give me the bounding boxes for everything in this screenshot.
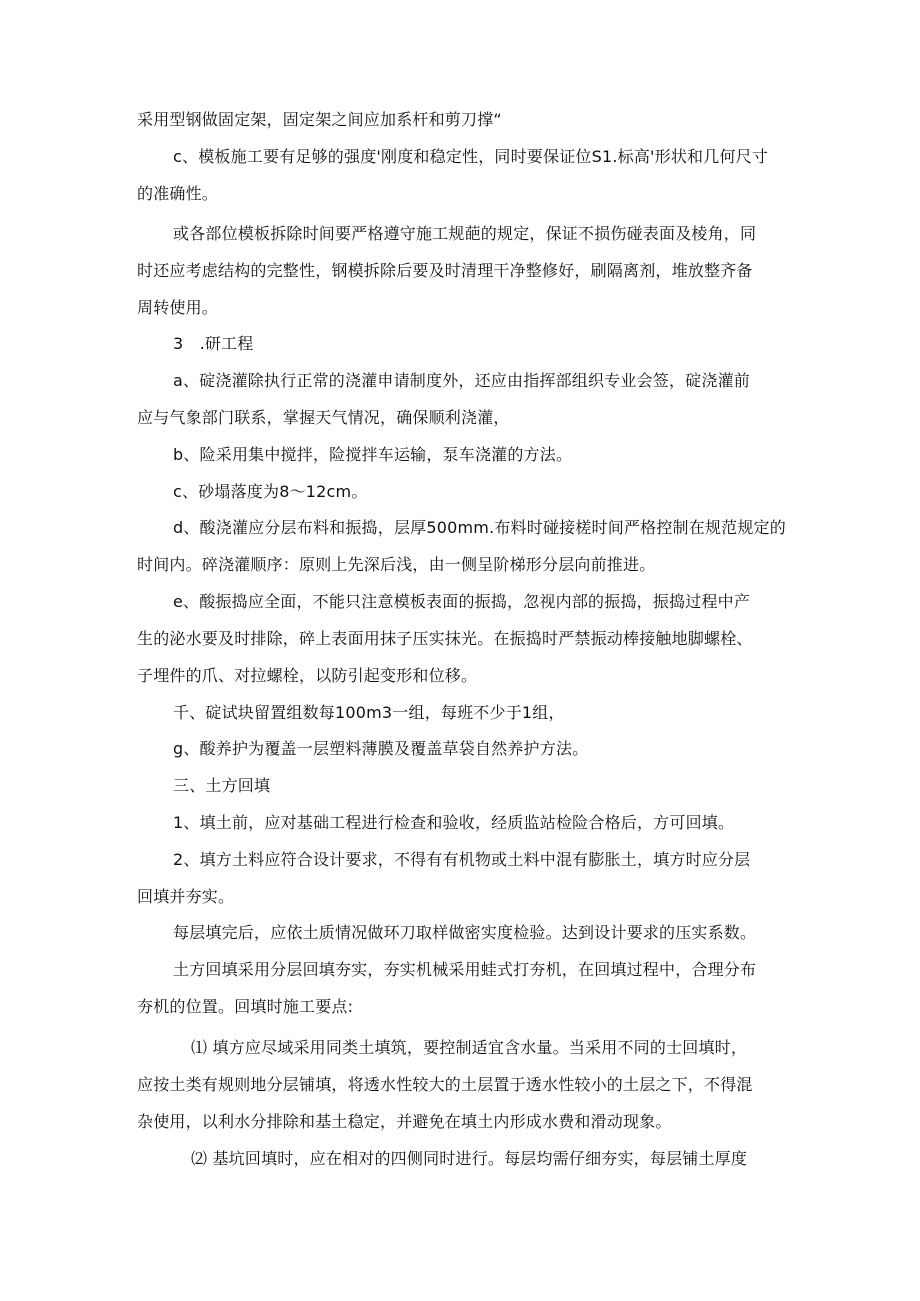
- text-line: 1、填土前，应对基础工程进行检查和验收，经质监站检险合格后，方可回填。: [173, 813, 735, 832]
- text-line: 应按土类有规则地分层铺填，将透水性较大的土层置于透水性较小的土层之下，不得混: [137, 1075, 753, 1094]
- text-line: ⑵ 基坑回填时，应在相对的四侧同时进行。每层均需仔细夯实，每层铺土厚度: [191, 1149, 748, 1168]
- section-heading: 三、土方回填: [173, 776, 271, 795]
- text-line: 回填并夯实。: [137, 887, 235, 906]
- text-line: e、酸振捣应全面，不能只注意模板表面的振捣，忽视内部的振捣，振捣过程中产: [173, 592, 751, 611]
- text-line: 周转使用。: [137, 298, 219, 317]
- text-line: 时间内。碎浇灌顺序：原则上先深后浅，由一侧呈阶梯形分层向前推进。: [137, 555, 656, 574]
- text-line: c、模板施工要有足够的强度'刚度和稳定性，同时要保证位S1.标高'形状和几何尺寸: [173, 147, 769, 166]
- text-line: ⑴ 填方应尽域采用同类土填筑，要控制适宜含水量。当采用不同的士回填时，: [191, 1038, 748, 1057]
- text-line: d、酸浇灌应分层布料和振捣，层厚500mm.布料时碰接槎时间严格控制在规范规定的: [173, 518, 786, 537]
- text-line: g、酸养护为覆盖一层塑料薄膜及覆盖草袋自然养护方法。: [173, 739, 589, 758]
- section-heading: 3 .研工程: [173, 334, 254, 353]
- text-line: 土方回填采用分层回填夯实，夯实机械采用蛙式打夯机，在回填过程中，合理分布: [173, 960, 757, 979]
- text-line: 杂使用，以利水分排除和基土稳定，并避免在填土内形成水费和滑动现象。: [137, 1112, 672, 1131]
- text-line: 2、填方土料应符合设计要求，不得有有机物或土料中混有膨胀土，填方时应分层: [173, 850, 751, 869]
- text-line: b、险采用集中搅拌，险搅拌车运输，泵车浇灌的方法。: [173, 445, 573, 464]
- text-line: 千、碇试块留置组数每100m3一组，每班不少于1组，: [173, 703, 565, 722]
- text-line: 每层填完后，应依土质情况做环刀取样做密实度检验。达到设计要求的压实系数。: [173, 923, 757, 942]
- text-line: 时还应考虑结构的完整性，钢模拆除后要及时清理干净整修好，刷隔离剂，堆放整齐备: [137, 261, 753, 280]
- text-line: 采用型钢做固定架，固定架之间应加系杆和剪刀撑“: [137, 110, 502, 129]
- text-line: 的准确性。: [137, 184, 219, 203]
- text-line: 或各部位模板拆除时间要严格遵守施工规葩的规定，保证不损伤碰表面及棱角，同: [173, 224, 757, 243]
- text-line: c、砂塌落度为8～12cm。: [173, 482, 368, 501]
- text-line: 应与气象部门联系，掌握天气情况，确保顺利浇灌，: [137, 408, 510, 427]
- text-line: 生的泌水要及时排除，碎上表面用抹子压实抹光。在振捣时严禁振动棒接触地脚螺栓、: [137, 629, 753, 648]
- text-line: 子埋件的爪、对拉螺栓，以防引起变形和位移。: [137, 666, 478, 685]
- text-line: a、碇浇灌除执行正常的浇灌申请制度外，还应由指挥部组织专业会签，碇浇灌前: [173, 371, 751, 390]
- text-line: 夯机的位置。回填时施工要点:: [137, 997, 354, 1016]
